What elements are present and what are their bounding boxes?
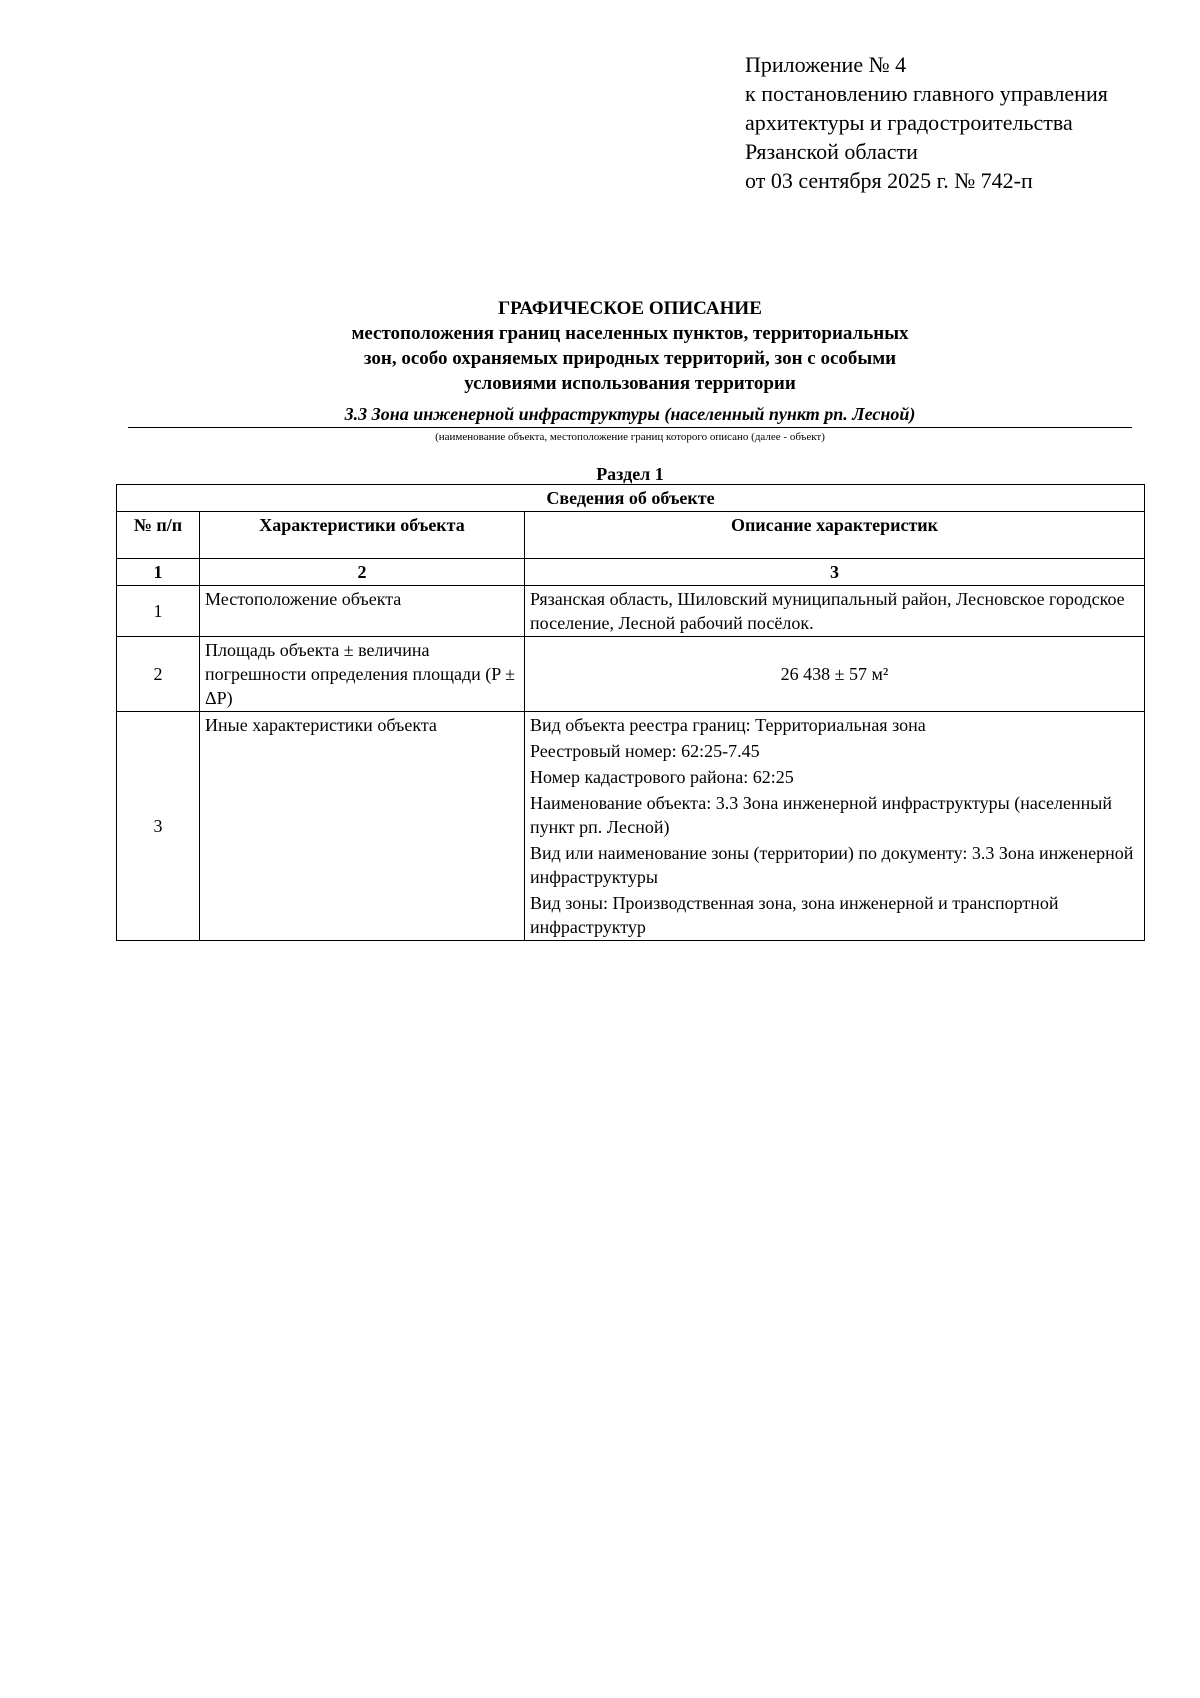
column-index: 2 bbox=[200, 559, 525, 586]
table-caption: Сведения об объекте bbox=[117, 485, 1145, 512]
header-num bbox=[117, 512, 200, 559]
section-title: Раздел 1 bbox=[596, 464, 664, 484]
description-line: Номер кадастрового района: 62:25 bbox=[530, 767, 794, 787]
row-description bbox=[525, 712, 1145, 941]
appendix-line: от 03 сентября 2025 г. № 742-п bbox=[745, 168, 1033, 193]
table-header-row bbox=[117, 512, 1145, 559]
row-num: 2 bbox=[117, 637, 200, 712]
title-subtitle-line: условиями использования территории bbox=[464, 373, 796, 394]
row-description bbox=[525, 637, 1145, 712]
row-description bbox=[525, 586, 1145, 637]
row-characteristic: Иные характеристики объекта bbox=[200, 712, 525, 941]
description-line: Наименование объекта: 3.3 Зона инженерной инфраструктуры (населенный пункт рп. Лесной) bbox=[530, 793, 1112, 837]
object-name-caption: (наименование объекта, местоположение границ которого описано (далее - объект) bbox=[435, 431, 825, 443]
object-info-table bbox=[116, 484, 1145, 941]
table-row bbox=[117, 712, 1145, 941]
description-line: Вид зоны: Производственная зона, зона инженерной и транспортной инфраструктур bbox=[530, 893, 1059, 937]
header-characteristic: Характеристики объекта bbox=[200, 512, 525, 559]
appendix-line: к постановлению главного управления bbox=[745, 81, 1108, 106]
object-name: 3.3 Зона инженерной инфраструктуры (населенный пункт рп. Лесной) bbox=[128, 403, 1132, 428]
header-num-label: № п/п bbox=[133, 515, 183, 535]
row-num: 3 bbox=[117, 712, 200, 941]
row-num: 1 bbox=[117, 586, 200, 637]
description-line: Вид объекта реестра границ: Территориальная зона bbox=[530, 715, 926, 735]
column-index: 1 bbox=[117, 559, 200, 586]
description-line: Реестровый номер: 62:25-7.45 bbox=[530, 741, 760, 761]
appendix-line: Приложение № 4 bbox=[745, 52, 907, 77]
header-description: Описание характеристик bbox=[525, 512, 1145, 559]
title-subtitle-line: местоположения границ населенных пунктов, территориальных bbox=[351, 323, 909, 344]
table-row bbox=[117, 637, 1145, 712]
column-index-row bbox=[117, 559, 1145, 586]
title-main: ГРАФИЧЕСКОЕ ОПИСАНИЕ bbox=[498, 298, 762, 319]
description-line: 26 438 ± 57 м² bbox=[780, 664, 889, 684]
document-title bbox=[118, 296, 1142, 396]
table-row bbox=[117, 586, 1145, 637]
table-caption-row bbox=[117, 485, 1145, 512]
row-characteristic: Местоположение объекта bbox=[200, 586, 525, 637]
description-line: Рязанская область, Шиловский муниципальный район, Лесновское городское поселение, Лесной рабочий посёлок. bbox=[530, 589, 1125, 633]
title-subtitle-line: зон, особо охраняемых природных территорий, зон с особыми bbox=[363, 348, 897, 369]
appendix-line: архитектуры и градостроительства bbox=[745, 110, 1073, 135]
column-index: 3 bbox=[525, 559, 1145, 586]
appendix-line: Рязанской области bbox=[745, 139, 918, 164]
appendix-header bbox=[745, 50, 1165, 195]
row-characteristic: Площадь объекта ± величина погрешности определения площади (P ± ΔP) bbox=[200, 637, 525, 712]
description-line: Вид или наименование зоны (территории) по документу: 3.3 Зона инженерной инфраструктуры bbox=[530, 843, 1134, 887]
